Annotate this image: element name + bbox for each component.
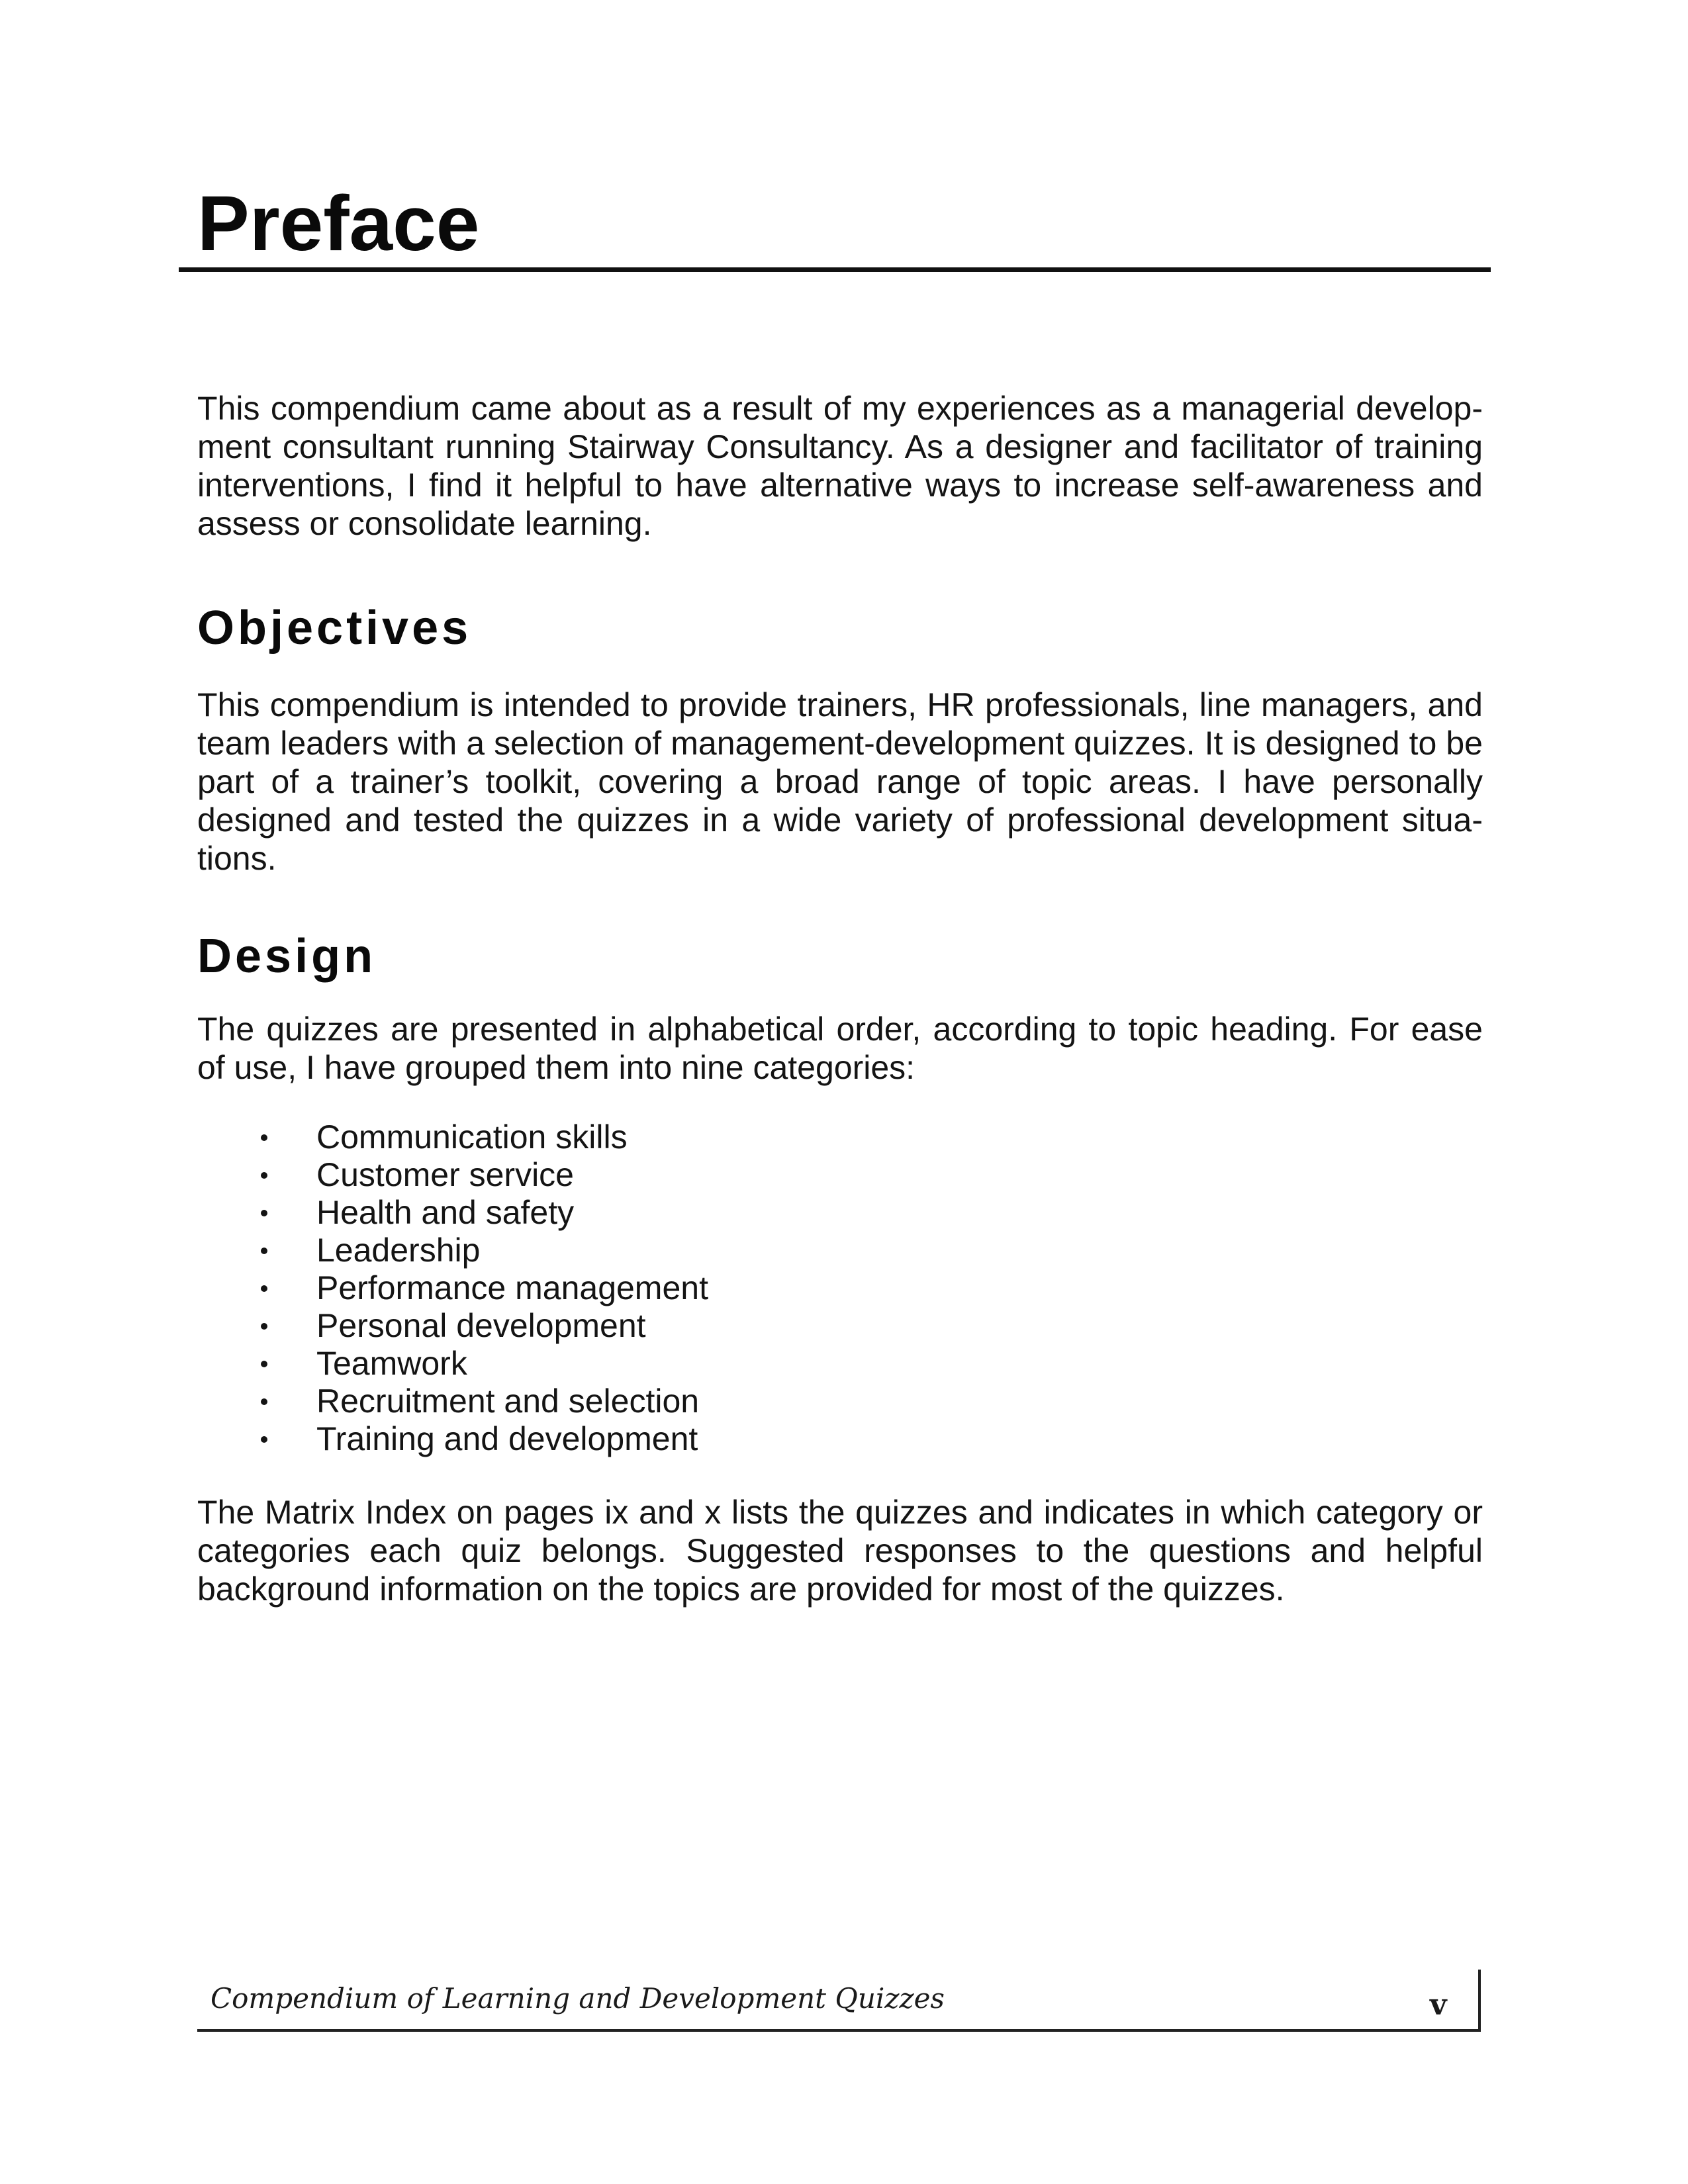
bullet-icon: [261, 1210, 267, 1216]
list-item: [197, 1194, 708, 1232]
page-title: Preface: [197, 180, 480, 267]
list-item: [197, 1232, 708, 1269]
list-item: [197, 1345, 708, 1383]
list-item: [197, 1118, 708, 1156]
list-item: [197, 1269, 708, 1307]
footer-vertical-divider: [1478, 1970, 1481, 2032]
bullet-icon: [261, 1323, 267, 1330]
category-label: Health and safety: [316, 1194, 575, 1231]
list-item: [197, 1307, 708, 1345]
list-item: [197, 1383, 708, 1420]
objectives-paragraph: This compendium is intended to provide trainers, HR professionals, line managers, and team leaders with a selection of management-development quizzes. It is designed to be part of a trainer’s toolkit, covering a broad range of topic areas. I have personally designed and tested the quizzes in a wide variety of professional development situa-tions.: [197, 686, 1483, 877]
page-number: v: [1430, 1988, 1447, 2022]
design-heading: Design: [197, 930, 377, 983]
closing-paragraph: The Matrix Index on pages ix and x lists the quizzes and indicates in which category or categories each quiz belongs. Suggested responses to the questions and helpful background information on the topics are provided for most of the quizzes.: [197, 1494, 1483, 1608]
bullet-icon: [261, 1436, 267, 1443]
title-divider: [179, 267, 1491, 272]
category-label: Recruitment and selection: [316, 1383, 700, 1420]
list-item: [197, 1156, 708, 1194]
bullet-icon: [261, 1285, 267, 1292]
bullet-icon: [261, 1172, 267, 1179]
category-label: Performance management: [316, 1269, 708, 1306]
category-label: Customer service: [316, 1156, 574, 1193]
footer-book-title: Compendium of Learning and Development Quizzes: [211, 1982, 945, 2015]
bullet-icon: [261, 1398, 267, 1405]
footer-divider: [197, 2029, 1478, 2032]
category-label: Leadership: [316, 1232, 481, 1269]
category-label: Teamwork: [316, 1345, 467, 1382]
bullet-icon: [261, 1248, 267, 1254]
category-label: Training and development: [316, 1420, 698, 1457]
design-paragraph: The quizzes are presented in alphabetical order, according to topic heading. For ease of use, I have grouped them into nine categories:: [197, 1011, 1483, 1086]
category-label: Personal development: [316, 1307, 646, 1344]
category-list: [197, 1118, 708, 1458]
objectives-heading: Objectives: [197, 602, 472, 655]
intro-paragraph: This compendium came about as a result of my experiences as a managerial develop-ment consultant running Stairway Consultancy. As a designer and facilitator of training interventions, I find it helpful to have alternative ways to increase self-awareness and assess or consolidate learning.: [197, 390, 1483, 542]
list-item: [197, 1420, 708, 1458]
category-label: Communication skills: [316, 1118, 628, 1156]
bullet-icon: [261, 1134, 267, 1141]
bullet-icon: [261, 1361, 267, 1367]
